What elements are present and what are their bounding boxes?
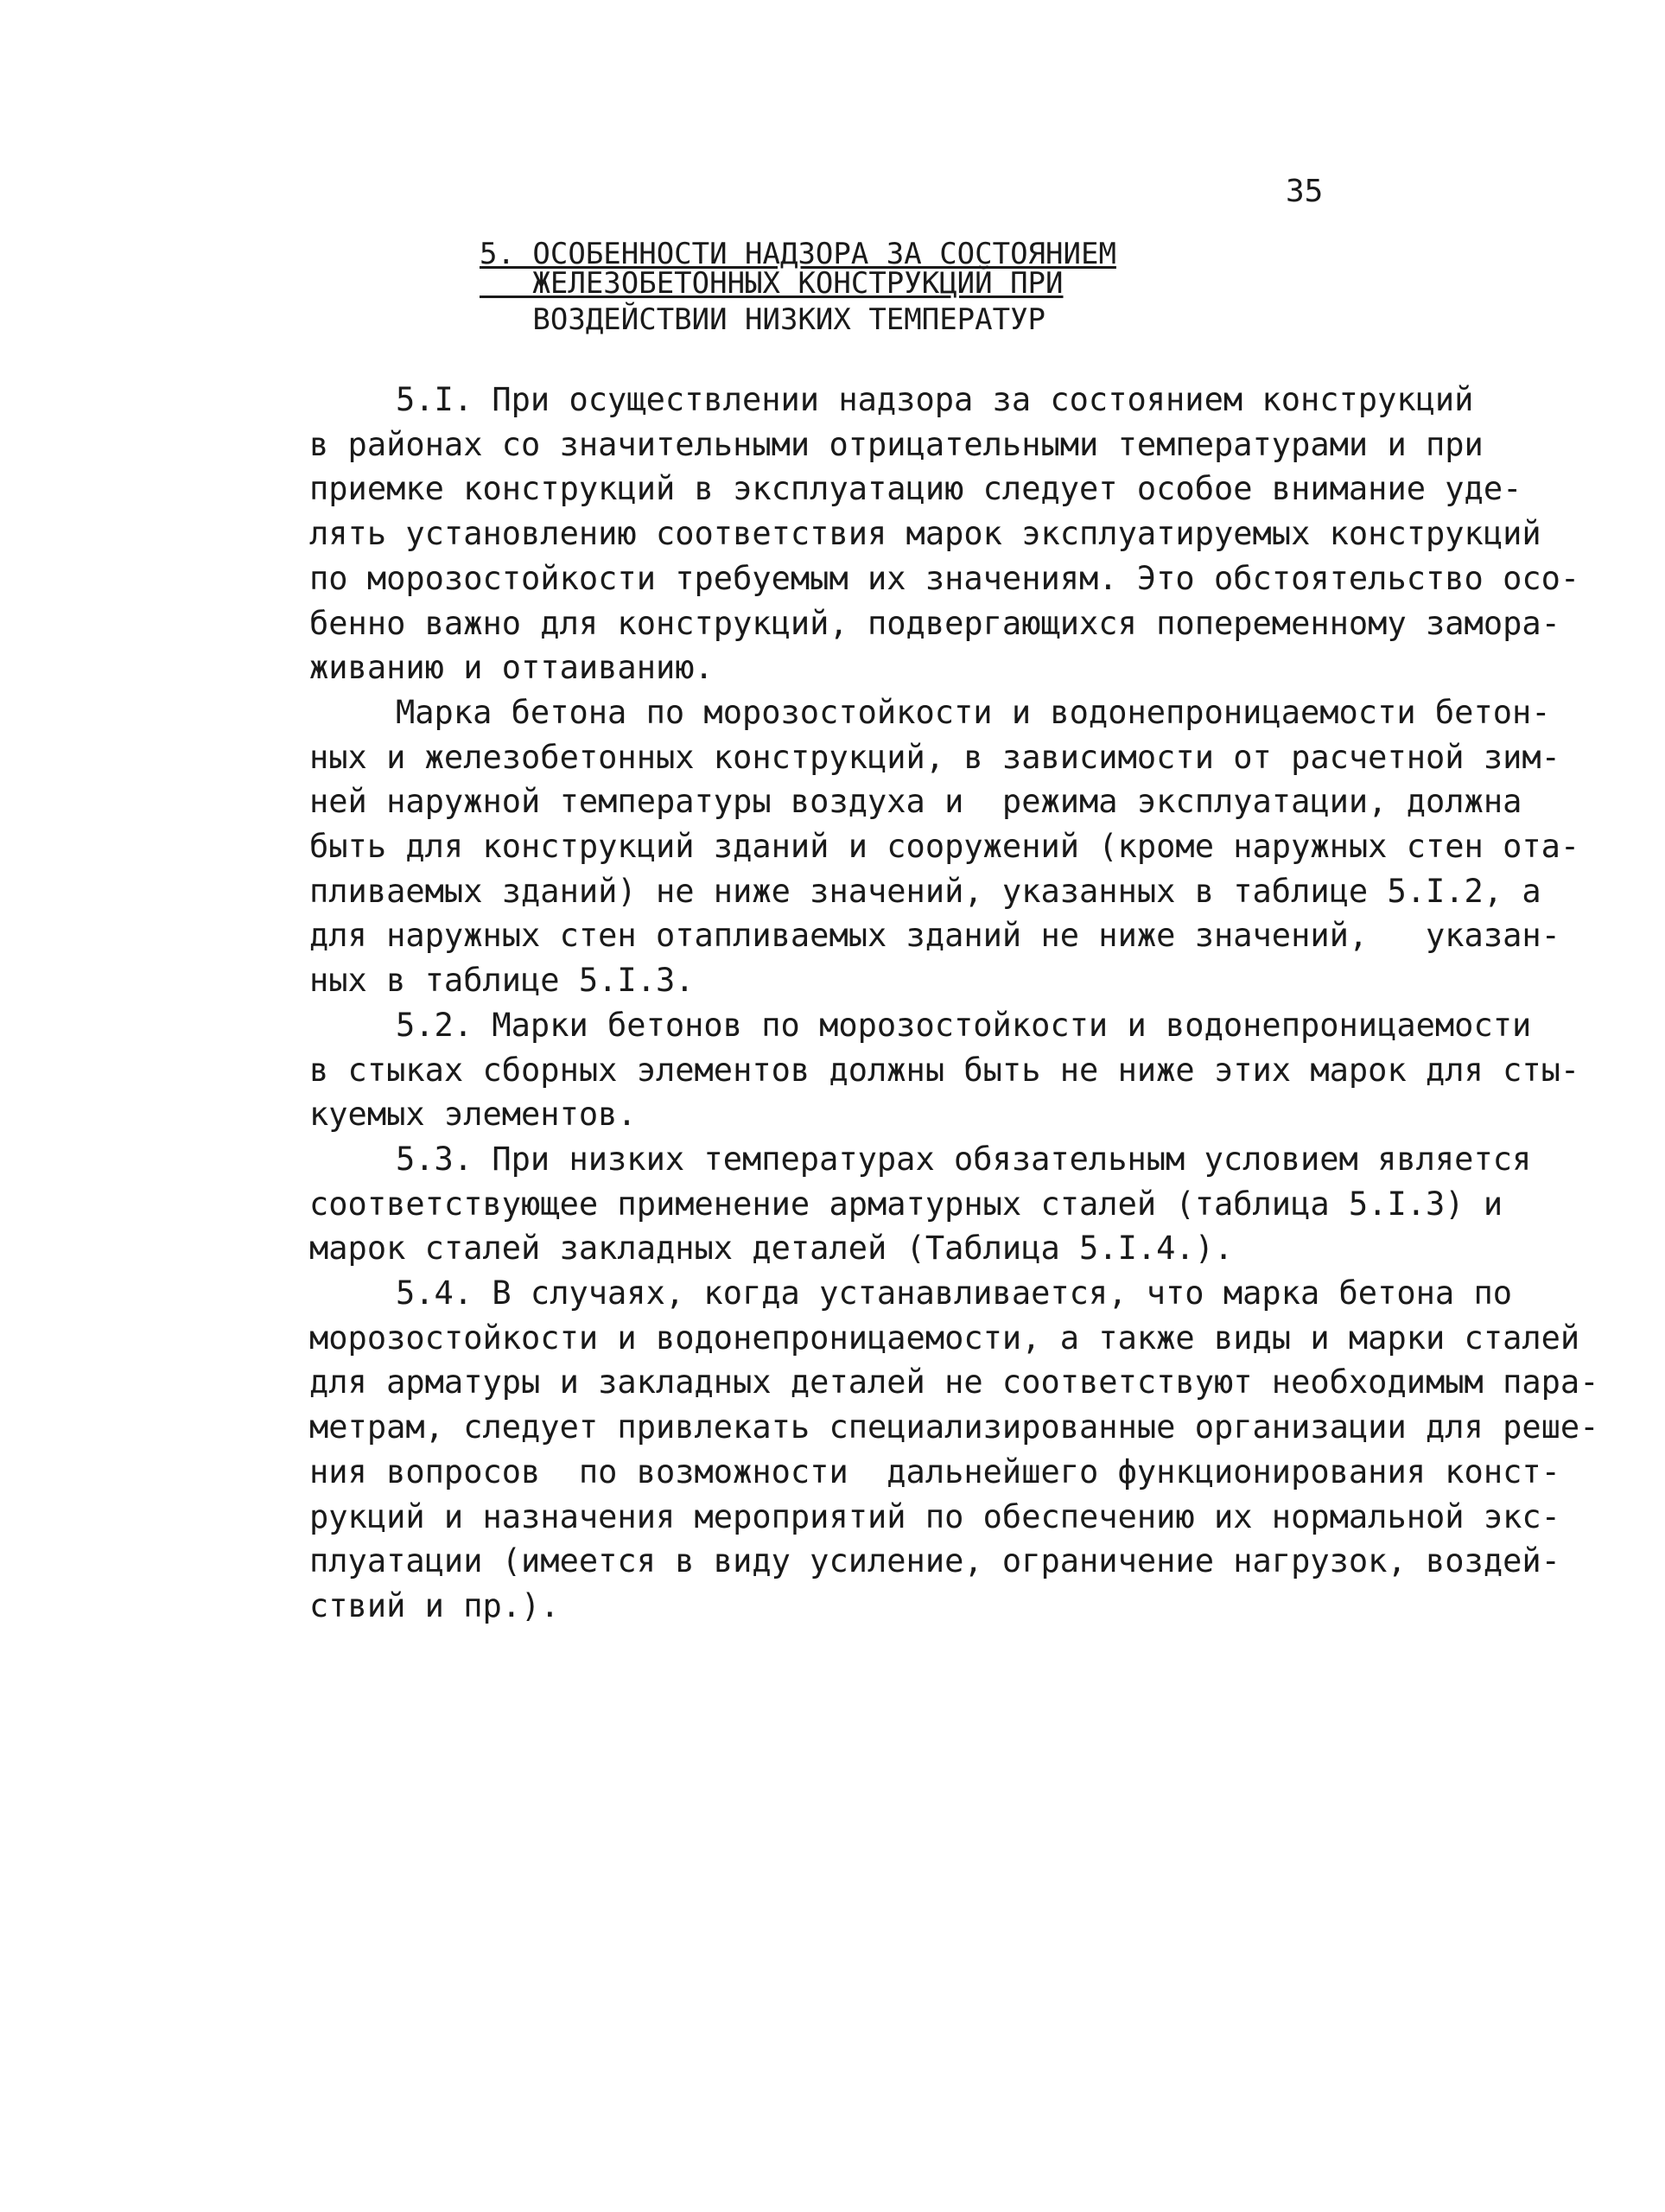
paragraph-5-4-line: для арматуры и закладных деталей не соответствуют необходимым пара- [309,1363,1599,1402]
paragraph-5-3-line: марок сталей закладных деталей (Таблица 5.I.4.). [309,1230,1234,1268]
paragraph-concrete-grade-line: ных и железобетонных конструкций, в зависимости от расчетной зим- [309,738,1560,776]
paragraph-5-4-line: плуатации (имеется в виду усиление, ограничение нагрузок, воздей- [309,1542,1560,1580]
section-heading [480,237,1171,337]
paragraph-concrete-grade-line: пливаемых зданий) не ниже значений, указанных в таблице 5.I.2, а [309,872,1541,910]
paragraph-5-2-line: в стыках сборных элементов должны быть не ниже этих марок для сты- [309,1051,1580,1089]
paragraph-5-1-line: живанию и оттаиванию. [309,649,714,687]
paragraph-5-1-line: приемке конструкций в эксплуатацию следует особое внимание уде- [309,470,1522,508]
paragraph-concrete-grade-line: для наружных стен отапливаемых зданий не ниже значений, указан- [309,917,1560,955]
heading-line: 5. ОСОБЕННОСТИ НАДЗОРА ЗА СОСТОЯНИЕМ [480,237,1116,271]
paragraph-5-4-line: морозостойкости и водонепроницаемости, а также виды и марки сталей [309,1319,1580,1357]
paragraph-5-4-line: ния вопросов по возможности дальнейшего функционирования конст- [309,1452,1560,1491]
paragraph-5-4-line: 5.4. В случаях, когда устанавливается, что марка бетона по [396,1274,1513,1313]
page-number: 35 [1286,174,1324,209]
paragraph-concrete-grade-line: ней наружной температуры воздуха и режима эксплуатации, должна [309,783,1522,821]
body-text [309,378,1599,1629]
paragraph-5-1-line: лять установлению соответствия марок эксплуатируемых конструкций [309,515,1541,553]
paragraph-5-4-line: метрам, следует привлекать специализированные организации для реше- [309,1408,1599,1446]
paragraph-5-4-line: ствий и пр.). [309,1586,560,1624]
heading-line: ЖЕЛЕЗОБЕТОННЫХ КОНСТРУКЦИЙ ПРИ [480,266,1064,301]
paragraph-5-2-line: куемых элементов. [309,1096,637,1134]
paragraph-5-1-line: в районах со значительными отрицательными температурами и при [309,425,1484,463]
paragraph-5-4-line: рукций и назначения мероприятий по обеспечению их нормальной экс- [309,1497,1560,1535]
paragraph-5-1-line: бенно важно для конструкций, подвергающихся попеременному замора- [309,604,1560,642]
heading-line: ВОЗДЕЙСТВИИ НИЗКИХ ТЕМПЕРАТУР [480,302,1046,337]
paragraph-concrete-grade-line: быть для конструкций зданий и сооружений (кроме наружных стен ота- [309,828,1580,866]
paragraph-5-3-line: 5.3. При низких температурах обязательным условием является [396,1140,1532,1178]
paragraph-5-1-line: 5.I. При осуществлении надзора за состоянием конструкций [396,381,1474,418]
paragraph-5-1-line: по морозостойкости требуемым их значениям. Это обстоятельство осо- [309,559,1580,597]
paragraph-concrete-grade-line: ных в таблице 5.I.3. [309,962,695,1000]
paragraph-5-3-line: соответствующее применение арматурных сталей (таблица 5.I.3) и [309,1185,1503,1223]
paragraph-5-2-line: 5.2. Марки бетонов по морозостойкости и водонепроницаемости [396,1006,1532,1044]
paragraph-concrete-grade-line: Марка бетона по морозостойкости и водонепроницаемости бетон- [396,693,1551,731]
